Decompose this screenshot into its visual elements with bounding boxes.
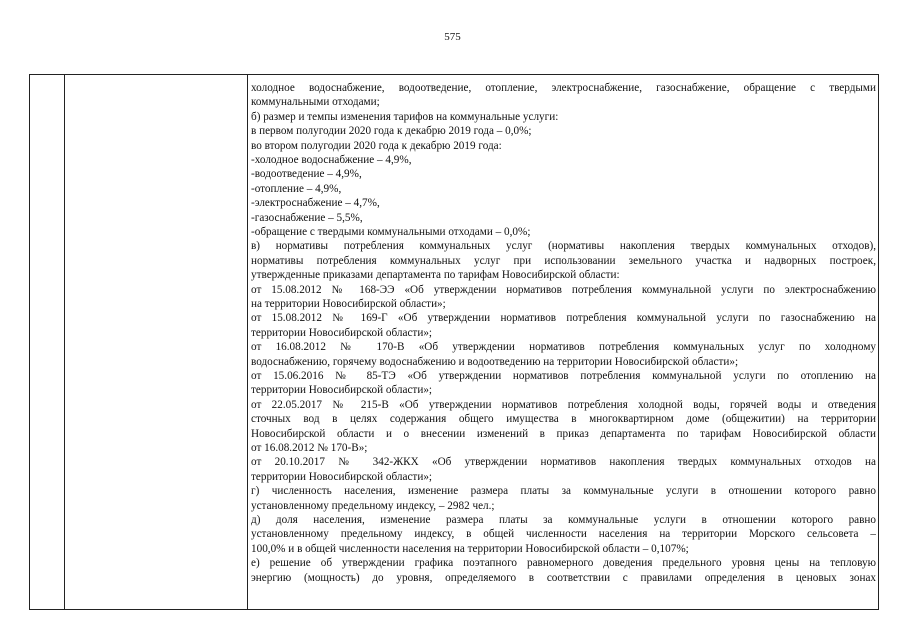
column-divider-1 — [64, 75, 65, 609]
text-line: на территории Новосибирской области»; — [251, 298, 446, 311]
text-line: е) решение об утверждении графика поэтапного равномерного доведения предельного уровня цены на тепловую — [251, 557, 876, 570]
text-line: -газоснабжение – 5,5%, — [251, 211, 363, 224]
text-line: коммунальными отходами; — [251, 96, 380, 109]
text-line: во втором полугодии 2020 года к декабрю 2019 года: — [251, 139, 502, 152]
text-line: от 15.08.2012 № 168-ЭЭ «Об утверждении нормативов потребления коммунальной услуги по электроснабжению — [251, 283, 876, 296]
text-line: д) доля населения, изменение размера платы за коммунальные услуги в отношении которого равно — [251, 514, 876, 526]
text-line: территории Новосибирской области»; — [251, 384, 433, 397]
text-line: от 16.08.2012 № 170-В «Об утверждении нормативов потребления коммунальных услуг по холодному — [251, 341, 876, 354]
text-line: территории Новосибирской области»; — [251, 326, 433, 339]
text-line: установленному предельному индексу, в общей численности населения на территории Морского сельсовета – — [251, 528, 876, 541]
text-line: г) численность населения, изменение размера платы за коммунальные услуги в отношении которого равно — [251, 485, 876, 498]
text-line: -водоотведение – 4,9%, — [251, 168, 362, 181]
text-line: холодное водоснабжение, водоотведение, отопление, электроснабжение, газоснабжение, обращение с твердыми — [251, 82, 876, 94]
text-line: -электроснабжение – 4,7%, — [251, 197, 380, 210]
text-line: водоснабжению, горячему водоснабжению и водоотведению на территории Новосибирской области»; — [251, 355, 739, 368]
text-line: установленному предельному индексу, – 2982 чел.; — [251, 499, 495, 512]
text-line: в первом полугодии 2020 года к декабрю 2019 года – 0,0%; — [251, 125, 532, 138]
text-line: от 22.05.2017 № 215-В «Об утверждении нормативов потребления холодной воды, горячей воды и отведения — [251, 398, 876, 411]
column-divider-2 — [247, 75, 248, 609]
text-line: сточных вод в целях содержания общего имущества в многоквартирном доме (общежитии) на территории — [251, 413, 876, 426]
text-line: Новосибирской области и о внесении изменений в приказ департамента по тарифам Новосибирской области — [251, 427, 876, 440]
text-line: в) нормативы потребления коммунальных услуг (нормативы накопления твердых коммунальных отходов), — [251, 240, 876, 253]
text-line: утвержденные приказами департамента по тарифам Новосибирской области: — [251, 269, 620, 282]
table-cell-text — [251, 81, 876, 585]
text-line: нормативы потребления коммунальных услуг при использовании земельного участка и надворных построек, — [251, 254, 876, 267]
document-table — [29, 74, 879, 610]
text-line: 100,0% и в общей численности населения на территории Новосибирской области – 0,107%; — [251, 542, 689, 555]
page-number: 575 — [444, 31, 461, 43]
text-line: территории Новосибирской области»; — [251, 470, 433, 483]
text-line: -обращение с твердыми коммунальными отходами – 0,0%; — [251, 226, 531, 239]
text-line: б) размер и темпы изменения тарифов на коммунальные услуги: — [251, 110, 559, 123]
text-line: от 20.10.2017 № 342-ЖКХ «Об утверждении нормативов накопления твердых коммунальных отходов на — [251, 456, 876, 469]
text-line: от 15.06.2016 № 85-ТЭ «Об утверждении нормативов потребления коммунальной услуги по отоплению на — [251, 370, 876, 383]
text-line: -отопление – 4,9%, — [251, 182, 342, 195]
text-line: от 15.08.2012 № 169-Г «Об утверждении нормативов потребления коммунальной услуги по газоснабжению на — [251, 312, 876, 325]
text-line: -холодное водоснабжение – 4,9%, — [251, 154, 412, 167]
text-line: энергию (мощность) до уровня, определяемого в соответствии с правилами определения в ценовых зонах — [251, 571, 876, 584]
text-line: от 16.08.2012 № 170-В»; — [251, 442, 368, 454]
